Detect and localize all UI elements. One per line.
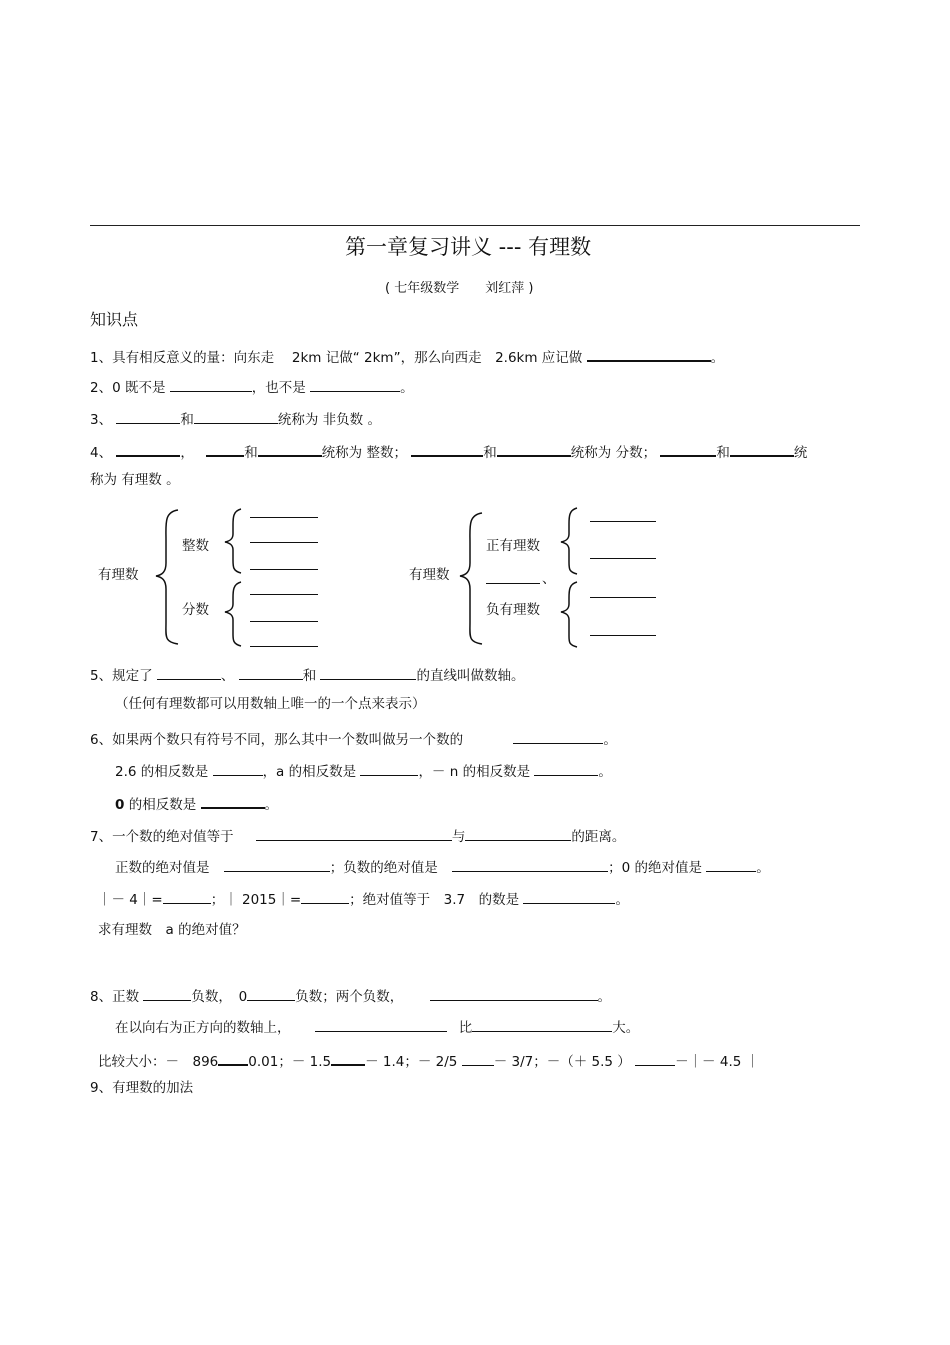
blank[interactable] bbox=[250, 594, 318, 595]
question-7-line4: 求有理数 a 的绝对值？ bbox=[98, 922, 246, 938]
blank[interactable] bbox=[320, 665, 416, 680]
blank[interactable] bbox=[523, 889, 615, 904]
blank[interactable] bbox=[250, 646, 318, 647]
blank[interactable] bbox=[250, 517, 318, 518]
page-subtitle: ( 七年级数学 刘红萍 ) bbox=[385, 281, 534, 296]
q3-text: 3、 bbox=[90, 412, 113, 428]
question-6 bbox=[90, 729, 617, 749]
q4-text: 4、 bbox=[90, 445, 113, 461]
blank[interactable] bbox=[143, 986, 191, 1001]
q7-text-g: 。 bbox=[756, 860, 770, 876]
q3-and: 和 bbox=[180, 412, 194, 428]
q7-text-d: 正数的绝对值是 bbox=[115, 860, 210, 876]
blank[interactable] bbox=[430, 986, 598, 1001]
q8-text-f: 比 bbox=[458, 1020, 473, 1036]
blank[interactable] bbox=[250, 621, 318, 622]
question-5 bbox=[90, 665, 524, 685]
q3-end: 统称为 非负数 。 bbox=[277, 412, 381, 428]
blank[interactable] bbox=[534, 761, 598, 776]
blank[interactable] bbox=[250, 569, 318, 570]
q5-end: 的直线叫做数轴。 bbox=[416, 668, 525, 684]
q6-text: 6、如果两个数只有符号不同，那么其中一个数叫做另一个数的 bbox=[90, 732, 464, 748]
blank[interactable] bbox=[465, 826, 571, 841]
question-6-line2 bbox=[115, 761, 612, 781]
blank[interactable] bbox=[360, 761, 418, 776]
question-7-line3 bbox=[98, 889, 629, 909]
q4-and-1: 和 bbox=[244, 445, 258, 461]
question-5-note: （任何有理数都可以用数轴上唯一的一个点来表示） bbox=[115, 696, 426, 712]
blank[interactable] bbox=[513, 729, 603, 744]
blank[interactable] bbox=[635, 1051, 675, 1066]
blank[interactable] bbox=[706, 857, 756, 872]
q8-text-h: 比较大小：－ 896 bbox=[98, 1054, 219, 1070]
blank[interactable] bbox=[590, 558, 656, 559]
q8-text: 8、正数 bbox=[90, 989, 140, 1005]
q7-text-k: 。 bbox=[615, 892, 629, 908]
q6-text-d: ，a 的相反数是 bbox=[262, 764, 357, 780]
tree-left-integer: 整数 bbox=[182, 538, 209, 554]
section-heading: 知识点 bbox=[90, 310, 139, 329]
q7-end: 的距离。 bbox=[571, 829, 626, 845]
q8-text-g: 大。 bbox=[612, 1020, 640, 1036]
blank[interactable] bbox=[218, 1050, 248, 1066]
q4-fraction: 统称为 分数； bbox=[570, 445, 657, 461]
blank[interactable] bbox=[331, 1050, 365, 1066]
q8-text-d: 。 bbox=[597, 989, 612, 1005]
blank[interactable] bbox=[163, 889, 211, 904]
tree-right-sep: 、 bbox=[542, 571, 556, 587]
q7-text: 7、一个数的绝对值等于 bbox=[90, 829, 234, 845]
question-9: 9、有理数的加法 bbox=[90, 1080, 194, 1096]
question-7 bbox=[90, 826, 625, 846]
q6-text-h: 的相反数是 bbox=[124, 797, 197, 813]
question-6-line3 bbox=[115, 793, 278, 814]
blank[interactable] bbox=[301, 889, 349, 904]
q8-text-i: 0.01；－ 1.5 bbox=[248, 1054, 332, 1070]
tree-right-root: 有理数 bbox=[409, 567, 450, 583]
q4-tong: 统 bbox=[793, 445, 808, 461]
question-4-cont: 称为 有理数 。 bbox=[90, 472, 180, 488]
question-8-line2 bbox=[115, 1017, 639, 1037]
q4-comma: ， bbox=[180, 445, 194, 461]
q4-and-2: 和 bbox=[483, 445, 497, 461]
q7-text-j: ；绝对值等于 3.7 的数是 bbox=[349, 892, 520, 908]
tree-left-fraction: 分数 bbox=[182, 602, 209, 618]
q1-end: 。 bbox=[710, 350, 725, 366]
blank[interactable] bbox=[201, 793, 265, 809]
q8-text-b: 负数， 0 bbox=[191, 989, 248, 1005]
q6-text-e: ，－ n 的相反数是 bbox=[418, 764, 531, 780]
page-title: 第一章复习讲义 --- 有理数 bbox=[345, 235, 592, 259]
q8-text-e: 在以向右为正方向的数轴上， bbox=[115, 1020, 291, 1036]
q8-text-j: － 1.4；－ 2/5 bbox=[365, 1054, 458, 1070]
blank[interactable] bbox=[224, 857, 330, 872]
q5-sep: 、 bbox=[220, 668, 235, 684]
q7-with: 与 bbox=[451, 829, 466, 845]
question-7-line2 bbox=[115, 857, 770, 877]
blank[interactable] bbox=[315, 1017, 447, 1032]
blank[interactable] bbox=[486, 583, 540, 584]
q7-text-i: ；｜ 2015｜= bbox=[210, 892, 302, 908]
q5-text: 5、规定了 bbox=[90, 668, 153, 684]
q5-and: 和 bbox=[302, 668, 317, 684]
q8-text-c: 负数；两个负数， bbox=[295, 989, 404, 1005]
q8-text-l: －｜－ 4.5 ｜ bbox=[675, 1054, 760, 1070]
blank[interactable] bbox=[590, 635, 656, 636]
q7-text-h: ｜－ 4｜= bbox=[98, 892, 163, 908]
q2-text: 2、0 既不是 bbox=[90, 380, 166, 396]
q4-integer: 统称为 整数； bbox=[321, 445, 407, 461]
blank[interactable] bbox=[239, 665, 303, 680]
q2-end: 。 bbox=[400, 380, 414, 396]
blank[interactable] bbox=[250, 542, 318, 543]
q4-and-3: 和 bbox=[716, 445, 730, 461]
q6-zero: 0 bbox=[115, 797, 125, 813]
q6-text-i: 。 bbox=[264, 797, 278, 813]
blank[interactable] bbox=[452, 857, 608, 872]
blank[interactable] bbox=[462, 1051, 494, 1066]
q6-end: 。 bbox=[603, 732, 617, 748]
blank[interactable] bbox=[590, 597, 656, 598]
blank[interactable] bbox=[247, 986, 295, 1001]
q6-text-c: 2.6 的相反数是 bbox=[115, 764, 209, 780]
tree-right-positive: 正有理数 bbox=[486, 538, 540, 554]
blank[interactable] bbox=[157, 665, 221, 680]
blank[interactable] bbox=[256, 826, 452, 841]
q7-text-e: ；负数的绝对值是 bbox=[329, 860, 438, 876]
q6-text-f: 。 bbox=[598, 764, 612, 780]
q2-text-b: ，也不是 bbox=[251, 380, 306, 396]
q7-text-f: ；0 的绝对值是 bbox=[608, 860, 702, 876]
blank[interactable] bbox=[472, 1017, 612, 1032]
question-8 bbox=[90, 986, 611, 1006]
tree-right-negative: 负有理数 bbox=[486, 602, 540, 618]
question-8-line3 bbox=[98, 1050, 759, 1071]
q8-text-k: － 3/7；－（＋ 5.5 ） bbox=[493, 1054, 631, 1070]
blank[interactable] bbox=[213, 761, 263, 776]
tree-left-root: 有理数 bbox=[98, 567, 139, 583]
q1-text: 1、具有相反意义的量：向东走 2km 记做“ 2km”，那么向西走 2.6km 应记做 bbox=[90, 350, 583, 366]
blank[interactable] bbox=[590, 521, 656, 522]
